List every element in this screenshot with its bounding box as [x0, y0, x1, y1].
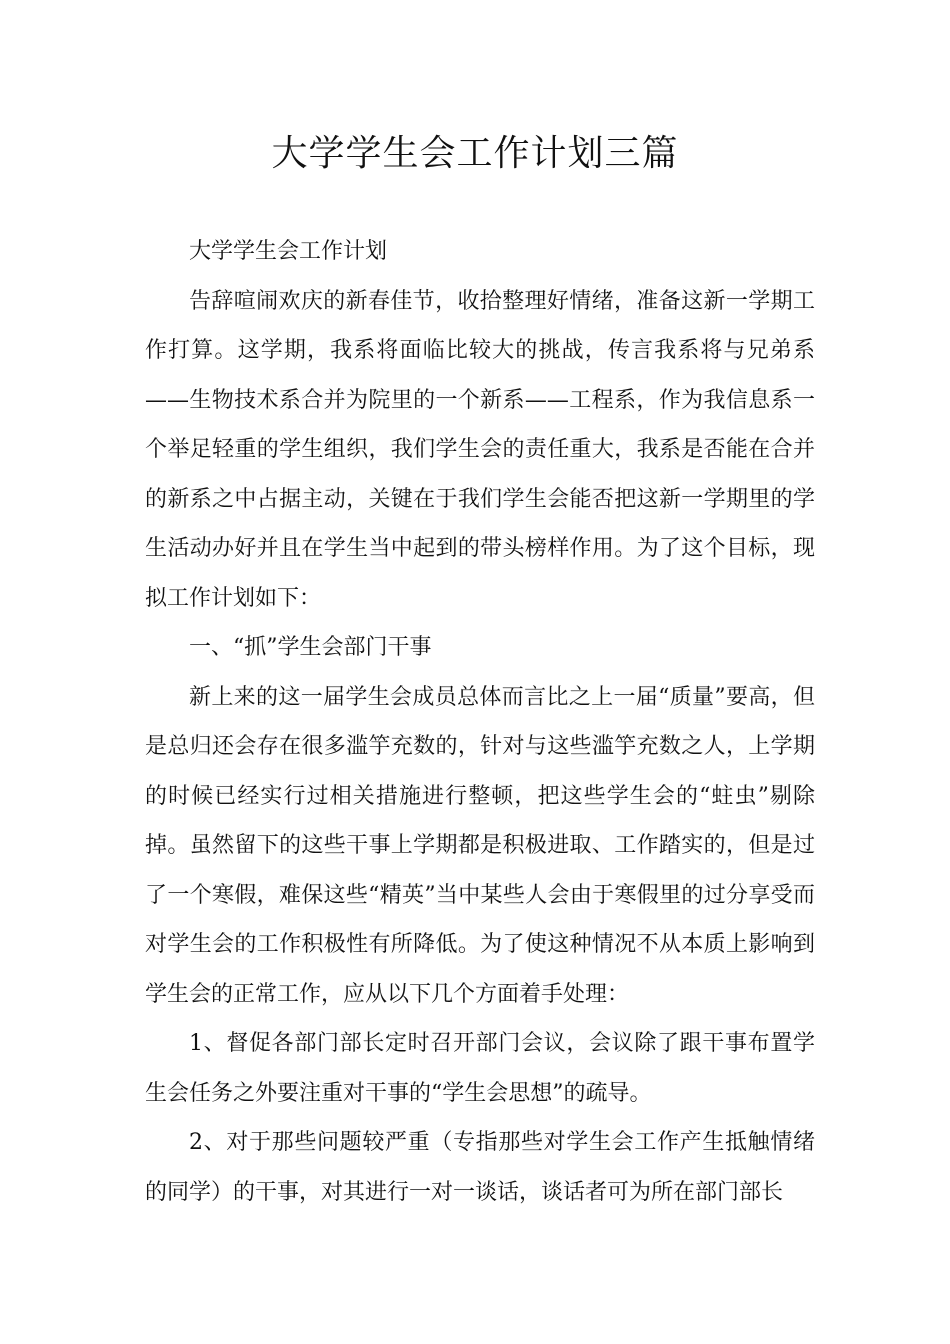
- document-title: 大学学生会工作计划三篇: [271, 133, 679, 174]
- paragraph-members: 新上来的这一届学生会成员总体而言比之上一届“质量”要高，但是总归还会存在很多滥竽充数的，针对与这些滥竽充数之人，上学期的时候已经实行过相关措施进行整顿，把这些学生会的“蛀虫”剔除掉。虽然留下的这些干事上学期都是积极进取、工作踏实的，但是过了一个寒假，难保这些“精英”当中某些人会由于寒假里的过分享受而对学生会的工作积极性有所降低。为了使这种情况不从本质上影响到学生会的正常工作，应从以下几个方面着手处理：: [145, 684, 815, 1007]
- list-item-2: 2、对于那些问题较严重（专指那些对学生会工作产生抵触情绪的同学）的干事，对其进行一对一谈话，谈话者可为所在部门部长: [145, 1130, 815, 1205]
- list-item-1: 1、督促各部门部长定时召开部门会议，会议除了跟干事布置学生会任务之外要注重对干事的“学生会思想”的疏导。: [145, 1031, 815, 1106]
- document-body: [145, 227, 815, 1217]
- paragraph-intro: 告辞喧闹欢庆的新春佳节，收拾整理好情绪，准备这新一学期工作打算。这学期，我系将面临比较大的挑战，传言我系将与兄弟系——生物技术系合并为院里的一个新系——工程系，作为我信息系一个举足轻重的学生组织，我们学生会的责任重大，我系是否能在合并的新系之中占据主动，关键在于我们学生会能否把这新一学期里的学生活动办好并且在学生当中起到的带头榜样作用。为了这个目标，现拟工作计划如下：: [145, 288, 815, 611]
- section-heading-1: 一、“抓”学生会部门干事: [189, 635, 432, 660]
- section-heading: 大学学生会工作计划: [189, 239, 388, 264]
